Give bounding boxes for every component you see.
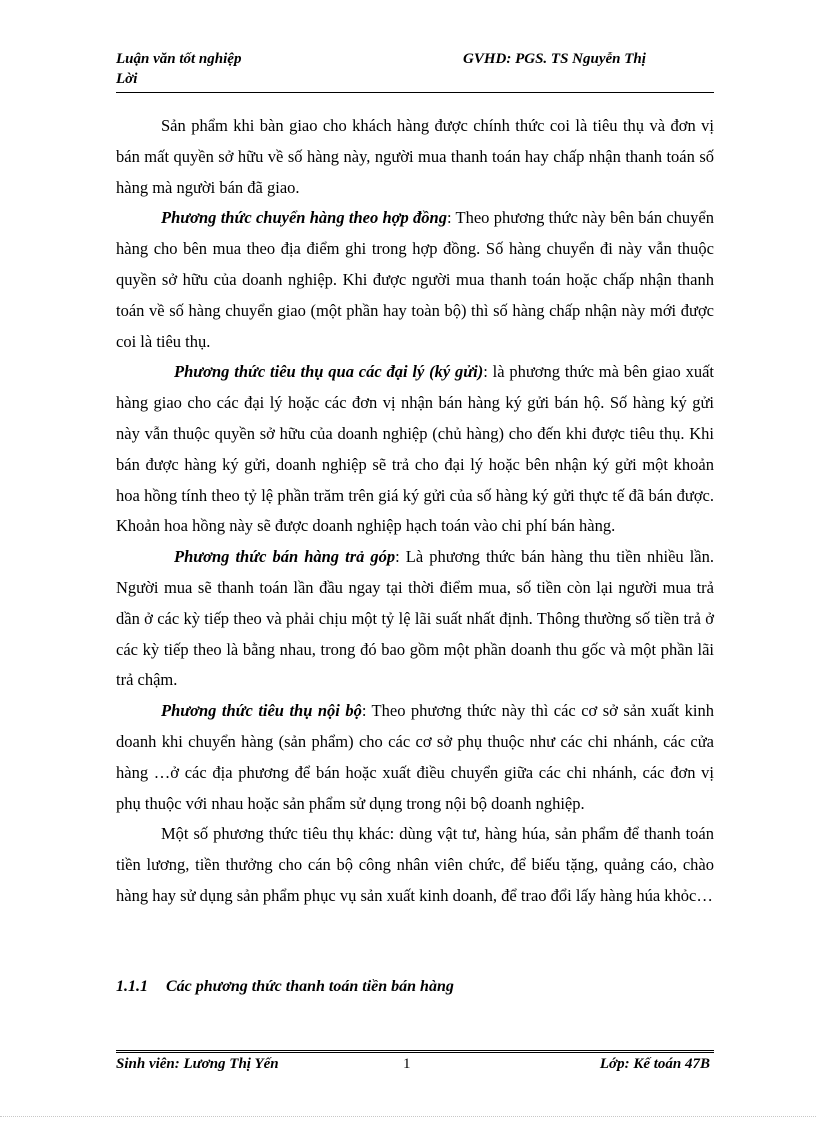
paragraph-text: : Là phương thức bán hàng thu tiền nhiều lần. Người mua sẽ thanh toán lần đầu ngay tại thời điểm mua, số tiền còn lại người mua trả dần ở các kỳ tiếp theo và phải chịu một tỷ lệ lãi suất nhất định. Thông thường số tiền trả ở các kỳ tiếp theo là bằng nhau, trong đó bao gồm một phần doanh thu gốc và một phần lãi trả chậm. bbox=[116, 547, 714, 690]
page-number: 1 bbox=[403, 1056, 411, 1072]
paragraph-contract-delivery bbox=[116, 203, 714, 357]
paragraph-agent-consignment bbox=[116, 357, 714, 542]
section-heading bbox=[116, 978, 454, 996]
header-divider bbox=[116, 92, 714, 93]
paragraph-text: Một số phương thức tiêu thụ khác: dùng vật tư, hàng húa, sản phẩm để thanh toán tiền lương, tiền thưởng cho cán bộ công nhân viên chức, để biếu tặng, quảng cáo, chào hàng hay sử dụng sản phẩm phục vụ sản xuất kinh doanh, để trao đổi lấy hàng húa khỏc… bbox=[116, 824, 714, 905]
footer-class: Lớp: Kế toán 47B bbox=[599, 1056, 710, 1072]
body-text bbox=[116, 111, 714, 912]
paragraph-text: : Theo phương thức này bên bán chuyển hàng cho bên mua theo địa điểm ghi trong hợp đồng. Số hàng chuyển đi này vẫn thuộc quyền sở hữu của doanh nghiệp. Khi được người mua thanh toán hoặc chấp nhận thanh toán về số hàng chuyển giao (một phần hay toàn bộ) thì số hàng chấp nhận này mới được coi là tiêu thụ. bbox=[116, 208, 714, 351]
header-second-line: Lời bbox=[116, 71, 138, 87]
paragraph-installment bbox=[116, 542, 714, 696]
paragraph-lead: Phương thức chuyển hàng theo hợp đồng bbox=[161, 208, 447, 228]
section-title: Các phương thức thanh toán tiền bán hàng bbox=[166, 978, 454, 995]
paragraph-lead: Phương thức tiêu thụ qua các đại lý (ký gửi) bbox=[174, 362, 484, 382]
paragraph-intro bbox=[116, 111, 714, 203]
footer-divider bbox=[116, 1050, 714, 1053]
paragraph-lead: Phương thức tiêu thụ nội bộ bbox=[161, 701, 362, 721]
page-bottom-edge bbox=[0, 1116, 816, 1117]
paragraph-text: : là phương thức mà bên giao xuất hàng giao cho các đại lý hoặc các đơn vị nhận bán hàng ký gửi bán hộ. Số hàng ký gửi này vẫn thuộc quyền sở hữu của doanh nghiệp (chủ hàng) cho đến khi được tiêu thụ. Khi bán được hàng ký gửi, doanh nghiệp sẽ trả cho đại lý hoặc bên nhận ký gửi một khoản hoa hồng tính theo tỷ lệ phần trăm trên giá ký gửi của số hàng ký gửi thực tế đã bán được. Khoản hoa hồng này sẽ được doanh nghiệp hạch toán vào chi phí bán hàng. bbox=[116, 362, 714, 536]
header-advisor: GVHD: PGS. TS Nguyễn Thị bbox=[463, 51, 646, 67]
paragraph-text: : Theo phương thức này thì các cơ sở sản xuất kinh doanh khi chuyển hàng (sản phẩm) cho các cơ sở phụ thuộc như các chi nhánh, các cửa hàng …ở các địa phương để bán hoặc xuất điều chuyển giữa các chi nhánh, các đơn vị phụ thuộc với nhau hoặc sản phẩm sử dụng trong nội bộ doanh nghiệp. bbox=[116, 701, 714, 813]
section-number: 1.1.1 bbox=[116, 978, 148, 995]
header-thesis-title: Luận văn tốt nghiệp bbox=[116, 51, 242, 67]
paragraph-text: Sản phẩm khi bàn giao cho khách hàng được chính thức coi là tiêu thụ và đơn vị bán mất quyền sở hữu về số hàng này, người mua thanh toán hay chấp nhận thanh toán số hàng mà người bán đã giao. bbox=[116, 116, 714, 197]
paragraph-other-methods bbox=[116, 819, 714, 911]
paragraph-internal bbox=[116, 696, 714, 819]
paragraph-lead: Phương thức bán hàng trả góp bbox=[174, 547, 396, 567]
footer-student: Sinh viên: Lương Thị Yến bbox=[116, 1056, 279, 1072]
page-footer bbox=[116, 1056, 714, 1078]
